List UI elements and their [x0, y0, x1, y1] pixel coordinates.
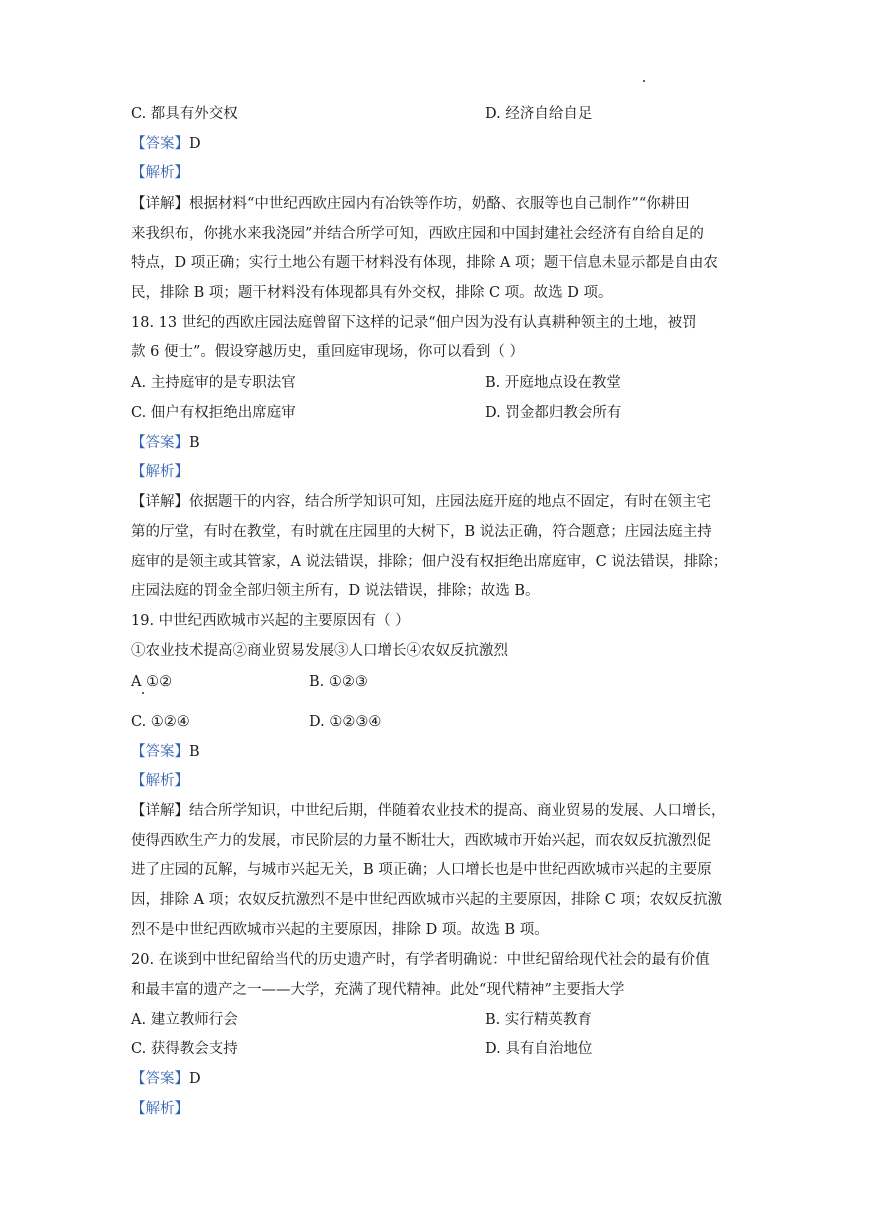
q19-option-b: B. ①②③ — [309, 674, 368, 690]
answer-value: D — [189, 136, 201, 152]
q20-option-c: C. 获得教会支持 — [131, 1041, 238, 1057]
q18-stem-line: 18. 13 世纪的西欧庄园法庭曾留下这样的记录“佃户因为没有认真耕种领主的土地，被罚 — [131, 315, 697, 331]
q17-answer — [131, 134, 201, 154]
detail-tag: 【详解】 — [131, 196, 189, 212]
q19-option-a: A ①② — [131, 674, 173, 690]
q18-option-a: A. 主持庭审的是专职法官 — [131, 375, 296, 391]
q18-option-d: D. 罚金都归教会所有 — [485, 405, 622, 421]
q18-option-c: C. 佃户有权拒绝出席庭审 — [131, 405, 296, 421]
q19-detail-line: 进了庄园的瓦解，与城市兴起无关，B 项正确；人口增长也是中世纪西欧城市兴起的主要原 — [131, 862, 712, 878]
answer-value: B — [189, 435, 200, 451]
q18-detail-line: 庭审的是领主或其管家，A 说法错误，排除；佃户没有权拒绝出席庭审，C 说法错误，排除； — [131, 554, 728, 570]
q20-answer — [131, 1069, 201, 1089]
q18-option-b: B. 开庭地点设在教堂 — [485, 375, 621, 391]
q18-detail-line: 庄园法庭的罚金全部归领主所有，D 说法错误，排除；故选 B。 — [131, 583, 540, 599]
q20-analysis-tag: 【解析】 — [131, 1101, 189, 1117]
q17-detail-line: 特点，D 项正确；实行土地公有题干材料没有体现，排除 A 项；题干信息未显示都是自由农 — [131, 255, 718, 271]
detail-text: 依据题干的内容，结合所学知识可知，庄园法庭开庭的地点不固定，有时在领主宅 — [189, 494, 711, 510]
q19-items: ①农业技术提高②商业贸易发展③人口增长④农奴反抗激烈 — [131, 643, 508, 659]
q20-option-b: B. 实行精英教育 — [485, 1012, 592, 1028]
q18-detail-line — [131, 492, 711, 512]
q19-detail-line — [131, 801, 726, 821]
answer-tag: 【答案】 — [131, 136, 189, 152]
q17-detail-line: 民，排除 B 项；题干材料没有体现都具有外交权，排除 C 项。故选 D 项。 — [131, 285, 613, 301]
q19-detail-line: 使得西欧生产力的发展，市民阶层的力量不断壮大，西欧城市开始兴起，而农奴反抗激烈促 — [131, 833, 711, 849]
q17-detail-line: 来我织布，你挑水来我浇园”并结合所学可知，西欧庄园和中国封建社会经济有自给自足的 — [131, 226, 704, 242]
q18-detail-line: 第的厅堂，有时在教堂，有时就在庄园里的大树下，B 说法正确，符合题意；庄园法庭主持 — [131, 524, 712, 540]
q17-detail-line — [131, 194, 690, 214]
q17-analysis-tag: 【解析】 — [131, 165, 189, 181]
q18-stem-line: 款 6 便士”。假设穿越历史，重回庭审现场，你可以看到（ ） — [131, 344, 524, 360]
answer-tag: 【答案】 — [131, 435, 189, 451]
answer-value: B — [189, 744, 200, 760]
q19-option-c: C. ①②④ — [131, 714, 190, 730]
q19-analysis-tag: 【解析】 — [131, 773, 189, 789]
stray-dot — [643, 80, 645, 82]
detail-tag: 【详解】 — [131, 494, 189, 510]
q20-option-a: A. 建立教师行会 — [131, 1012, 238, 1028]
q19-answer — [131, 742, 200, 762]
detail-tag: 【详解】 — [131, 803, 189, 819]
q19-detail-line: 因，排除 A 项；农奴反抗激烈不是中世纪西欧城市兴起的主要原因，排除 C 项；农奴反抗激 — [131, 892, 722, 908]
q18-answer — [131, 433, 200, 453]
q17-option-c: C. 都具有外交权 — [131, 106, 238, 122]
detail-text: 结合所学知识，中世纪后期，伴随着农业技术的提高、商业贸易的发展、人口增长， — [189, 803, 726, 819]
stray-dot — [142, 692, 144, 694]
answer-tag: 【答案】 — [131, 1071, 189, 1087]
q19-stem: 19. 中世纪西欧城市兴起的主要原因有（ ） — [131, 613, 410, 629]
q19-option-d: D. ①②③④ — [309, 714, 382, 730]
q20-stem-line: 20. 在谈到中世纪留给当代的历史遗产时，有学者明确说：中世纪留给现代社会的最有价值 — [131, 952, 710, 968]
q20-stem-line: 和最丰富的遗产之一——大学，充满了现代精神。此处“现代精神”主要指大学 — [131, 982, 625, 998]
q19-detail-line: 烈不是中世纪西欧城市兴起的主要原因，排除 D 项。故选 B 项。 — [131, 922, 549, 938]
answer-tag: 【答案】 — [131, 744, 189, 760]
answer-value: D — [189, 1071, 201, 1087]
q17-option-d: D. 经济自给自足 — [485, 106, 593, 122]
detail-text: 根据材料“中世纪西欧庄园内有冶铁等作坊，奶酪、衣服等也自己制作”“你耕田 — [189, 196, 690, 212]
q20-option-d: D. 具有自治地位 — [485, 1041, 593, 1057]
q18-analysis-tag: 【解析】 — [131, 464, 189, 480]
